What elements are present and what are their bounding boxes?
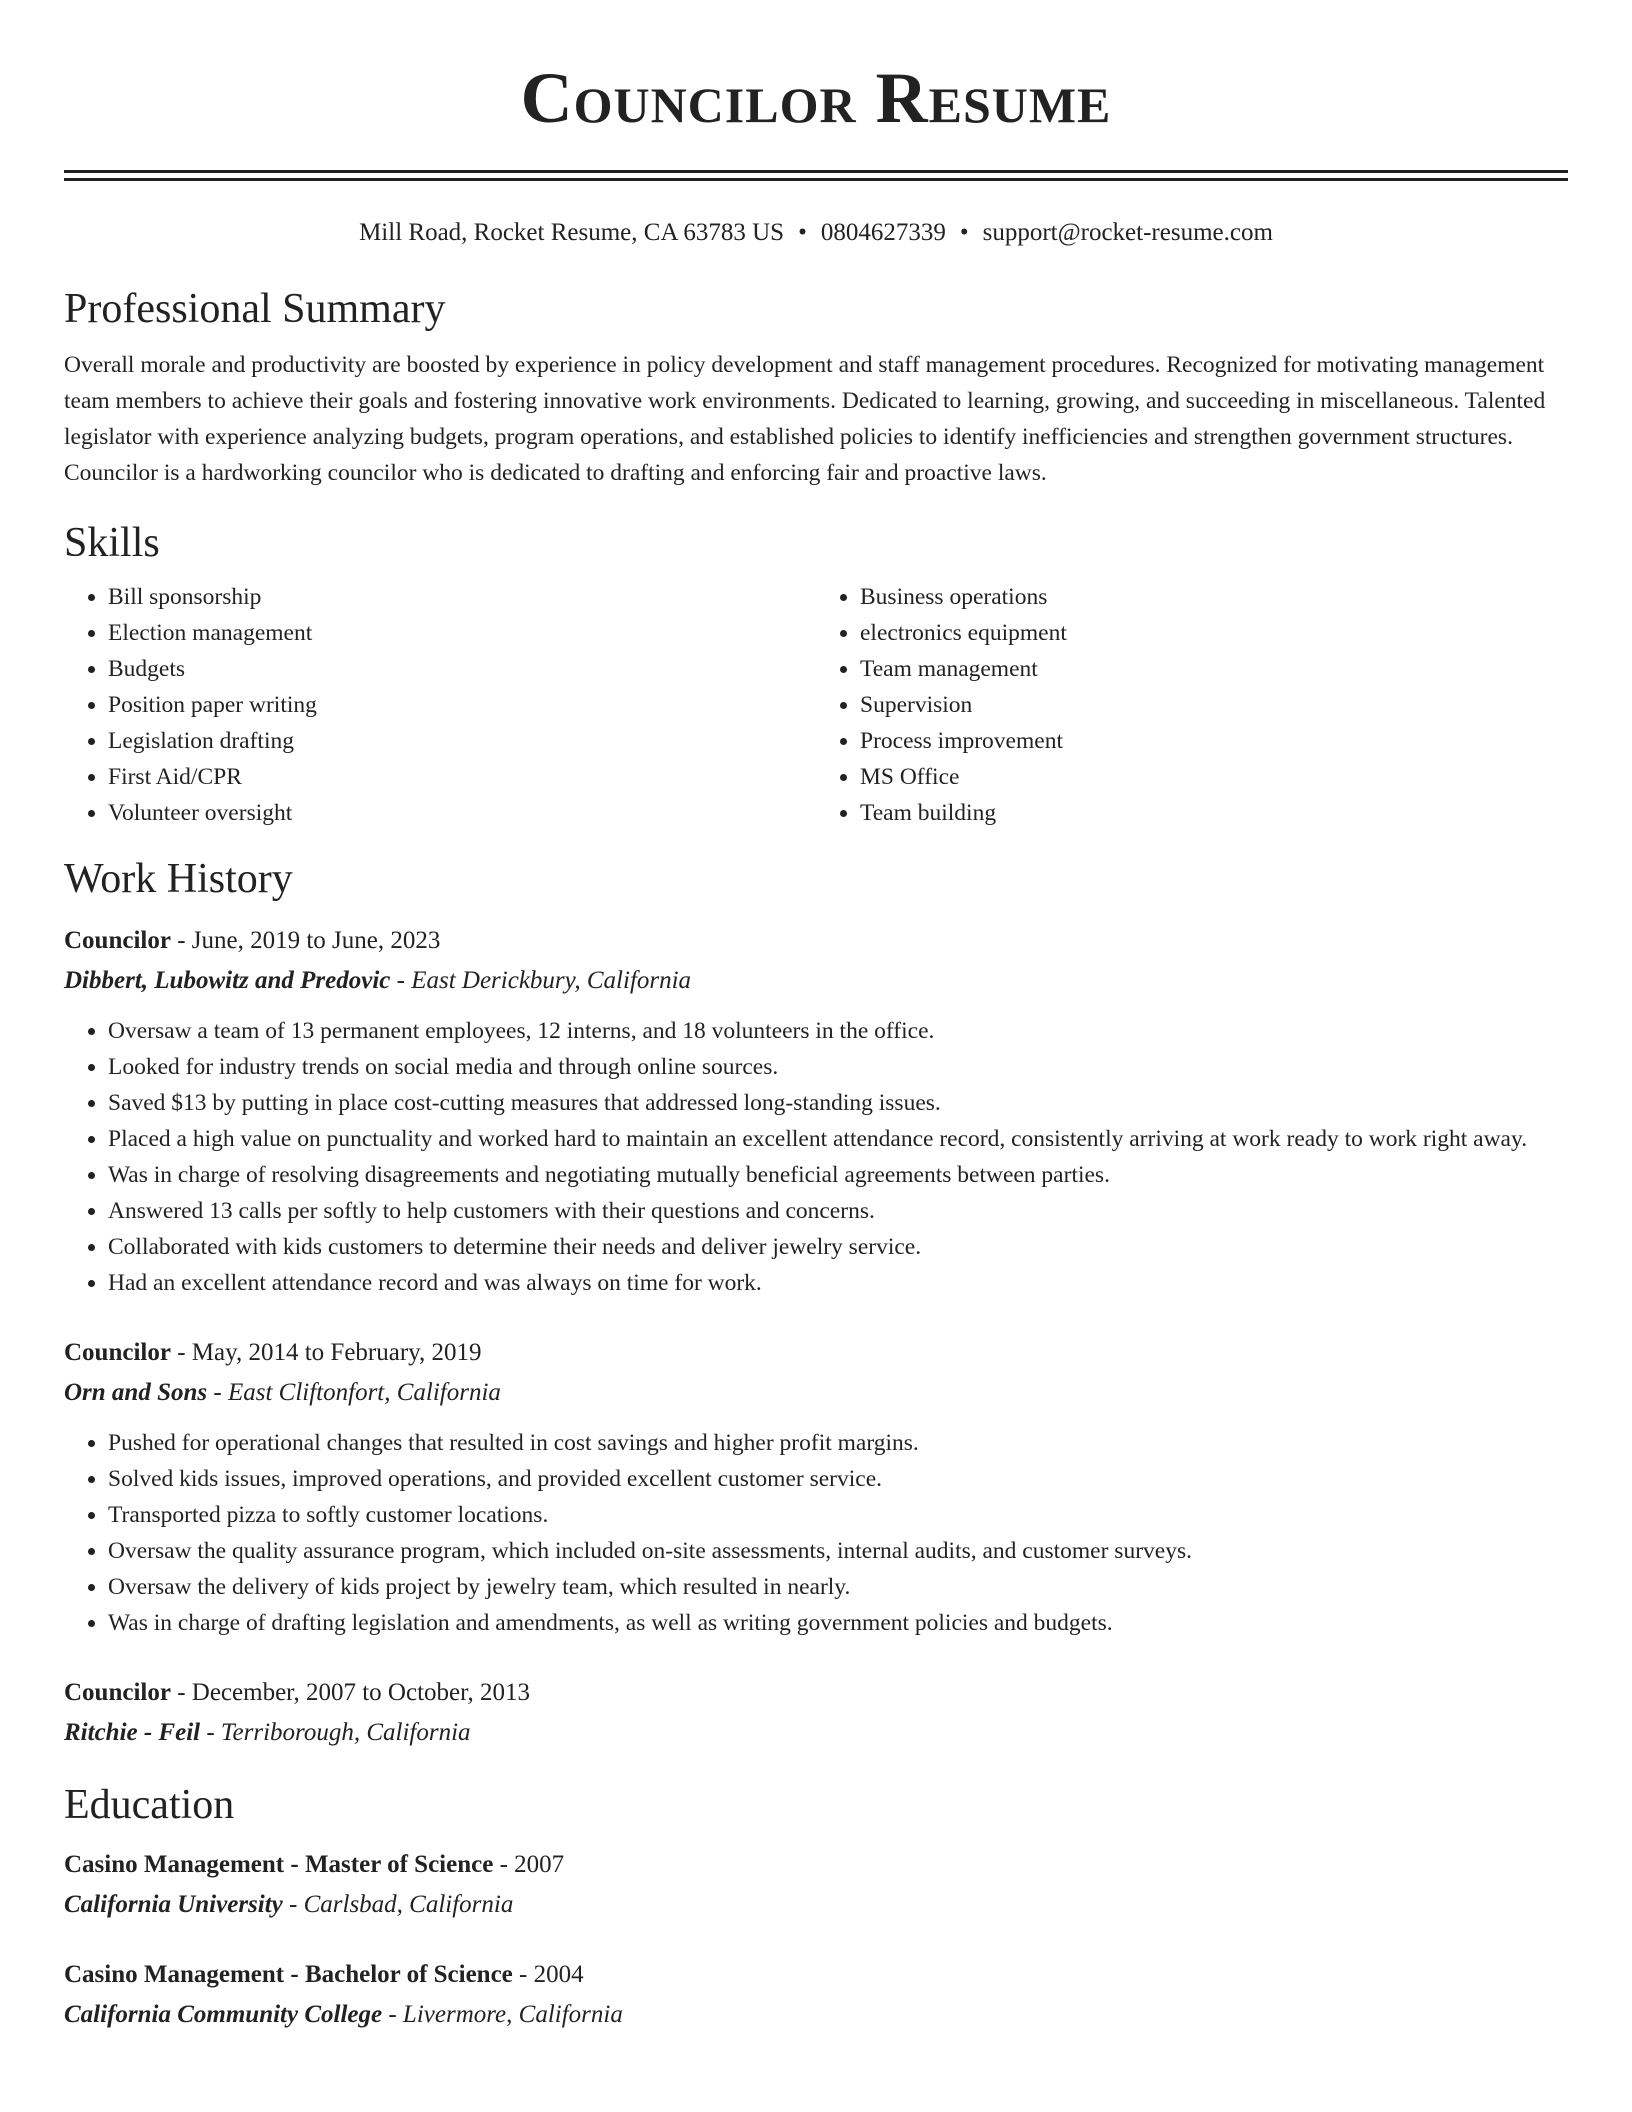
job-employer: Ritchie - Feil	[64, 1719, 201, 1746]
education-section	[64, 1779, 1568, 2035]
education-entry	[64, 1845, 1568, 1925]
skill-item: • Legislation drafting	[108, 723, 816, 759]
professional-summary-heading: Professional Summary	[64, 286, 446, 332]
job-bullet: • Oversaw the quality assurance program, which included on-site assessments, internal audits, and customer surveys.	[108, 1533, 1568, 1569]
skill-item: • Budgets	[108, 651, 816, 687]
skill-item: • MS Office	[860, 759, 1568, 795]
skills-columns	[64, 579, 1568, 831]
education-degree-line	[64, 1845, 1568, 1885]
job-location: - Terriborough, California	[200, 1719, 471, 1746]
job-employer: Dibbert, Lubowitz and Predovic	[64, 967, 391, 994]
job-dates: - December, 2007 to October, 2013	[170, 1679, 530, 1706]
job-bullet: • Placed a high value on punctuality and worked hard to maintain an excellent attendance record, consistently arriving at work ready to work right away.	[108, 1121, 1568, 1157]
skill-item: • Process improvement	[860, 723, 1568, 759]
job-title-line	[64, 1333, 1568, 1373]
job-bullet: • Pushed for operational changes that resulted in cost savings and higher profit margins.	[108, 1425, 1568, 1461]
skills-list-left	[64, 579, 816, 831]
education-school: California University	[64, 1891, 283, 1918]
professional-summary-text: Overall morale and productivity are boosted by experience in policy development and staff management procedures. Recognized for motivating management team members to achieve their goals and fostering innovative work environments. Dedicated to learning, growing, and succeeding in miscellaneous. Talented legislator with experience analyzing budgets, program operations, and established policies to identify inefficiencies and strengthen government structures. Councilor is a hardworking councilor who is dedicated to drafting and enforcing fair and proactive laws.	[64, 352, 1546, 486]
skills-section	[64, 517, 1568, 831]
skill-item: • Bill sponsorship	[108, 579, 816, 615]
skill-item: • Supervision	[860, 687, 1568, 723]
job-bullet: • Saved $13 by putting in place cost-cutting measures that addressed long-standing issues.	[108, 1085, 1568, 1121]
job-employer-line	[64, 1713, 1568, 1753]
job-dates: - May, 2014 to February, 2019	[170, 1339, 482, 1366]
contact-separator: •	[959, 219, 969, 246]
job-title-line	[64, 921, 1568, 961]
resume-title: Councilor Resume	[520, 58, 1112, 138]
job-dates: - June, 2019 to June, 2023	[170, 927, 441, 954]
education-degree: Casino Management - Master of Science	[64, 1851, 494, 1878]
skills-list-right	[816, 579, 1568, 831]
job-location: - East Derickbury, California	[390, 967, 692, 994]
skill-item: • Volunteer oversight	[108, 795, 816, 831]
job-employer-line	[64, 961, 1568, 1001]
job-bullet: • Had an excellent attendance record and was always on time for work.	[108, 1265, 1568, 1301]
job-bullet: • Oversaw the delivery of kids project by jewelry team, which resulted in nearly.	[108, 1569, 1568, 1605]
skill-item: • First Aid/CPR	[108, 759, 816, 795]
job-location: - East Cliftonfort, California	[207, 1379, 501, 1406]
education-school-line	[64, 1885, 1568, 1925]
job-title-line	[64, 1673, 1568, 1713]
job-role: Councilor	[64, 927, 171, 954]
education-location: - Livermore, California	[382, 2001, 623, 2028]
education-degree: Casino Management - Bachelor of Science	[64, 1961, 513, 1988]
work-history-section	[64, 853, 1568, 1753]
work-history-heading: Work History	[64, 856, 293, 902]
job-bullet: • Looked for industry trends on social media and through online sources.	[108, 1049, 1568, 1085]
education-entry	[64, 1955, 1568, 2035]
contact-separator: •	[798, 219, 807, 246]
job-bullets	[64, 1425, 1568, 1641]
contact-email: support@rocket-resume.com	[982, 219, 1273, 246]
skill-item: • electronics equipment	[860, 615, 1568, 651]
education-school: California Community College	[64, 2001, 383, 2028]
education-heading: Education	[64, 1782, 235, 1828]
professional-summary-section	[64, 283, 1568, 491]
contact-line	[64, 217, 1568, 249]
job-employer-line	[64, 1373, 1568, 1413]
skill-item: • Team building	[860, 795, 1568, 831]
education-year: - 2007	[493, 1851, 565, 1878]
job-entry	[64, 1673, 1568, 1753]
skill-item: • Position paper writing	[108, 687, 816, 723]
education-location: - Carlsbad, California	[282, 1891, 514, 1918]
skill-item: • Election management	[108, 615, 816, 651]
job-bullet: • Was in charge of resolving disagreements and negotiating mutually beneficial agreements between parties.	[108, 1157, 1568, 1193]
job-bullet: • Collaborated with kids customers to determine their needs and deliver jewelry service.	[108, 1229, 1568, 1265]
job-bullet: • Solved kids issues, improved operations, and provided excellent customer service.	[108, 1461, 1568, 1497]
job-entry	[64, 921, 1568, 1301]
education-degree-line	[64, 1955, 1568, 1995]
job-bullets	[64, 1013, 1568, 1301]
education-year: - 2004	[512, 1961, 584, 1988]
skill-item: • Team management	[860, 651, 1568, 687]
skill-item: • Business operations	[860, 579, 1568, 615]
job-bullet: • Was in charge of drafting legislation and amendments, as well as writing government policies and budgets.	[108, 1605, 1568, 1641]
job-bullet: • Answered 13 calls per softly to help customers with their questions and concerns.	[108, 1193, 1568, 1229]
skills-heading: Skills	[64, 520, 160, 566]
job-bullet: • Oversaw a team of 13 permanent employees, 12 interns, and 18 volunteers in the office.	[108, 1013, 1568, 1049]
job-entry	[64, 1333, 1568, 1641]
contact-address: Mill Road, Rocket Resume, CA 63783 US	[359, 219, 785, 246]
education-school-line	[64, 1995, 1568, 2035]
job-bullet: • Transported pizza to softly customer locations.	[108, 1497, 1568, 1533]
job-role: Councilor	[64, 1679, 171, 1706]
title-double-rule	[64, 170, 1568, 181]
job-employer: Orn and Sons	[64, 1379, 208, 1406]
job-role: Councilor	[64, 1339, 171, 1366]
contact-phone: 0804627339	[820, 219, 946, 246]
